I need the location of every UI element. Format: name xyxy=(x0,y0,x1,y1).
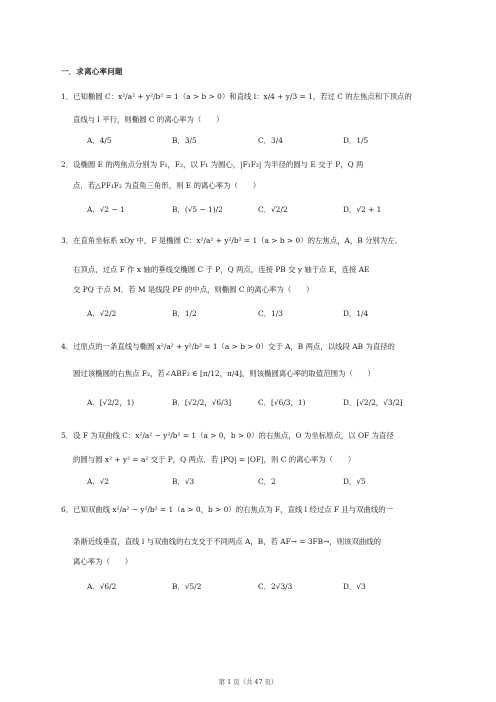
q3-option-c: C．1/3 xyxy=(258,309,283,318)
q4-option-b: B．[√2/2，√6/3] xyxy=(172,398,232,407)
q3-line-1: 3．在直角坐标系 xOy 中，F 是椭圆 C：x²/a² + y²/b² = 1（a > b > 0）的左焦点，A，B 分别为左、 xyxy=(61,236,402,245)
page-footer: 第 1 页（共 47 页） xyxy=(218,678,278,686)
q3-option-a: A．√2/2 xyxy=(87,309,117,318)
q2-option-a: A．√2 − 1 xyxy=(87,205,125,214)
q1-option-b: B．3/5 xyxy=(172,136,197,145)
q3-line-2: 右顶点，过点 F 作 x 轴的垂线交椭圆 C 于 P，Q 两点，连接 PB 交 y 轴于点 E，连接 AE xyxy=(73,265,370,274)
q1-option-c: C．3/4 xyxy=(258,136,283,145)
q2-line-2: 点．若△PF₁F₂ 为直角三角形，则 E 的离心率为（ ） xyxy=(73,181,261,190)
q6-line-1: 6．已知双曲线 x²/a² − y²/b² = 1（a > 0，b > 0）的右焦点为 F，直线 l 经过点 F 且与双曲线的一 xyxy=(61,505,394,514)
q5-option-b: B．√3 xyxy=(172,477,195,486)
q6-line-3: 离心率为（ ） xyxy=(73,557,133,566)
q3-option-b: B．1/2 xyxy=(172,309,197,318)
q1-line-2: 直线与 l 平行，则椭圆 C 的离心率为（ ） xyxy=(73,115,224,124)
q6-option-d: D．√3 xyxy=(343,582,366,591)
q2-line-1: 2．设椭圆 E 的两焦点分别为 F₁，F₂，以 F₁ 为圆心，|F₁F₂| 为半径的圆与 E 交于 P，Q 两 xyxy=(61,160,364,169)
q3-option-d: D．1/4 xyxy=(343,309,369,318)
q6-option-b: B．√5/2 xyxy=(172,582,202,591)
q1-option-d: D．1/5 xyxy=(343,136,369,145)
q5-option-c: C．2 xyxy=(258,477,276,486)
q2-option-b: B．(√5 − 1)/2 xyxy=(172,205,223,214)
q1-option-a: A．4/5 xyxy=(87,136,112,145)
q6-line-2: 条渐近线垂直，直线 l 与双曲线的右支交于不同两点 A，B，若 AF→ = 3FB→，则该双曲线的 xyxy=(73,537,382,546)
q5-line-1: 5．设 F 为双曲线 C：x²/a² − y²/b² = 1（a > 0，b > 0）的右焦点，O 为坐标原点，以 OF 为直径 xyxy=(61,431,394,440)
q4-option-a: A．[√2/2，1) xyxy=(87,398,135,407)
q4-line-2: 圆过该椭圆的右焦点 F₂，若∠ABF₂ ∈ [π/12，π/4]，则该椭圆离心率的取值范围为（ ） xyxy=(73,369,375,378)
q6-option-c: C．2√3/3 xyxy=(258,582,293,591)
q5-option-d: D．√5 xyxy=(343,477,366,486)
q3-line-3: 交 PQ 于点 M．若 M 是线段 PF 的中点，则椭圆 C 的离心率为（ ） xyxy=(73,285,314,294)
q6-option-a: A．√6/2 xyxy=(87,582,117,591)
q5-line-2: 的圆与圆 x² + y² = a² 交于 P，Q 两点．若 |PQ| = |OF|，则 C 的离心率为（ ） xyxy=(73,455,356,464)
q5-option-a: A．√2 xyxy=(87,477,110,486)
q1-line-1: 1．已知椭圆 C：x²/a² + y²/b² = 1（a > b > 0）和直线 l：x/4 + y/3 = 1，若过 C 的左焦点和下顶点的 xyxy=(61,92,412,101)
q4-option-d: D．[√2/2，√3/2] xyxy=(343,398,403,407)
q2-option-d: D．√2 + 1 xyxy=(343,205,382,214)
q4-option-c: C．[√6/3，1) xyxy=(258,398,306,407)
section-title: 一．求离心率问题 xyxy=(61,67,123,76)
q2-option-c: C．√2/2 xyxy=(258,205,288,214)
q4-line-1: 4．过原点的一条直线与椭圆 x²/a² + y²/b² = 1（a > b > 0）交于 A，B 两点，以线段 AB 为直径的 xyxy=(61,342,395,351)
